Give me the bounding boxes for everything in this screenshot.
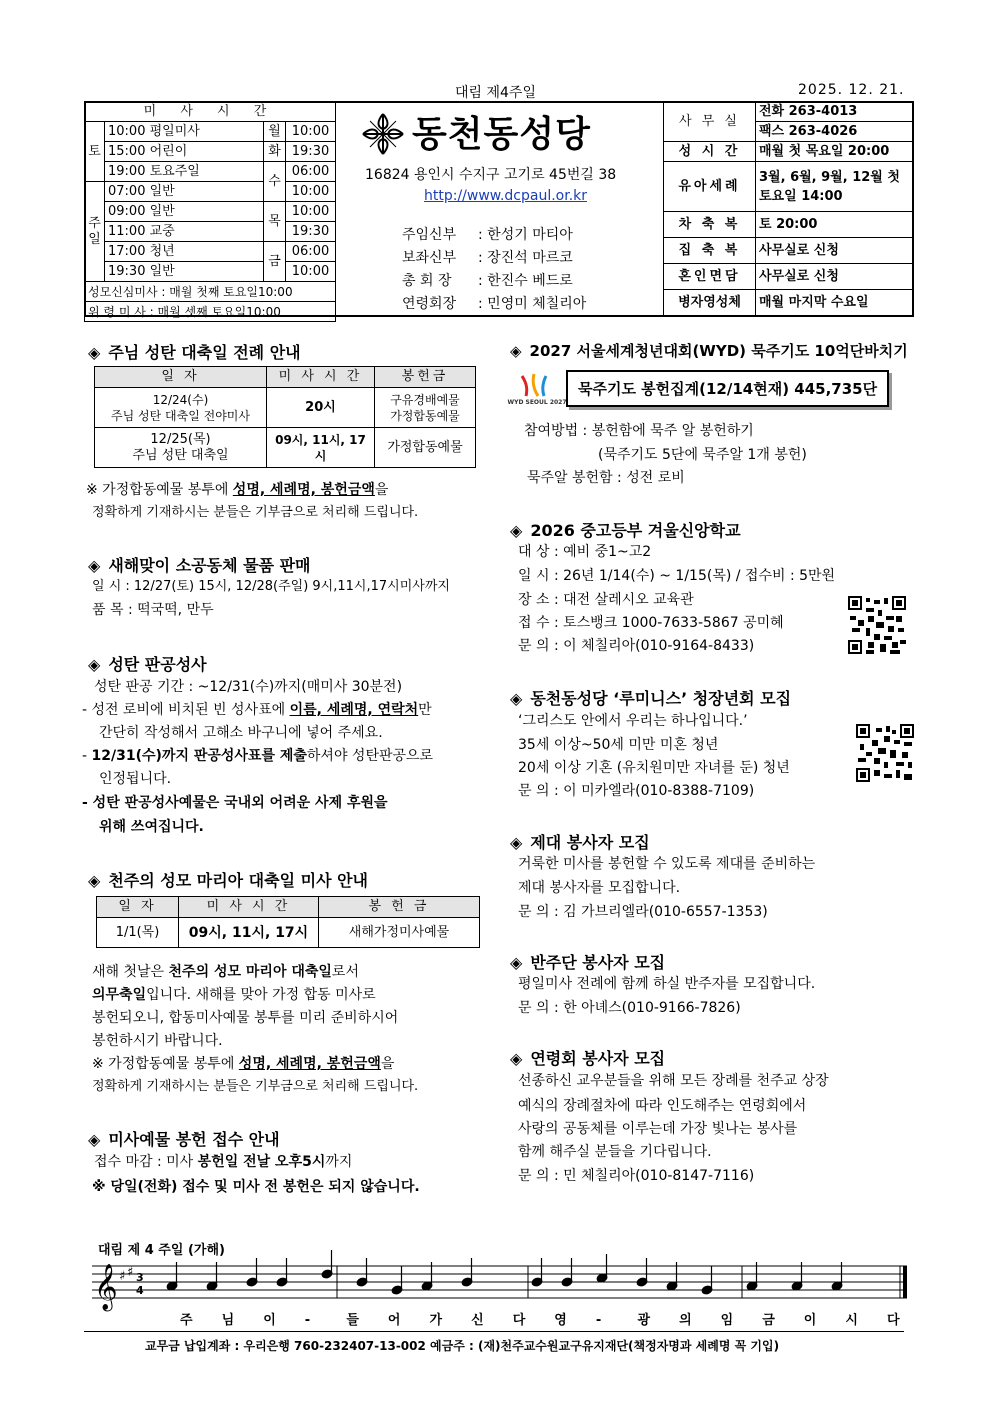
- hymn-title: 대림 제 4 주일 (가해): [98, 1243, 225, 1258]
- lyric-syllable: 임: [720, 1313, 734, 1328]
- winter-line-4: 접 수 : 토스뱅크 1000-7633-5867 공미혜: [518, 615, 784, 631]
- saturday-label: 토: [85, 122, 105, 182]
- wed-time-1: 06:00: [286, 162, 336, 182]
- offering-line-1: 접수 마감 : 미사 봉헌일 전날 오후5시까지: [94, 1154, 353, 1170]
- lyric-syllable: 시: [845, 1313, 858, 1328]
- winter-line-5: 문 의 : 이 체칠리아(010-9164-8433): [518, 638, 755, 654]
- mass-schedule-title: 미 사 시 간: [85, 102, 336, 122]
- funeral-line-5: 문 의 : 민 체칠리아(010-8147-7116): [518, 1168, 755, 1184]
- christmas-eve-cell: 12/24(수) 주님 성탄 대축일 전야미사: [95, 388, 267, 428]
- mass-schedule-table: [84, 101, 336, 322]
- funeral-line-1: 선종하신 교우분들을 위해 모든 장례를 천주교 상장: [518, 1073, 829, 1089]
- confession-line-3: 간단히 작성해서 고해소 바구니에 넣어 주세요.: [99, 725, 383, 741]
- confession-line-1: 성탄 판공 기간 : ~12/31(수)까지(매미사 30분전): [94, 679, 403, 695]
- mary-para-4: 봉헌하시기 바랍니다.: [92, 1033, 223, 1049]
- funeral-line-2: 예식의 장례절차에 따라 인도해주는 연령회에서: [518, 1098, 807, 1114]
- footer-divider: [84, 1331, 904, 1332]
- christmas-note: ※ 가정합동예물 봉투에 성명, 세례명, 봉헌금액을: [86, 482, 389, 498]
- lyric-syllable: -: [595, 1313, 602, 1328]
- office-row-label: 유아세례: [664, 162, 756, 212]
- col-header: 미 사 시 간: [267, 367, 375, 388]
- office-fax: 팩스 263-4026: [756, 122, 914, 142]
- staff-funeral-head: [402, 293, 586, 313]
- office-row-label: 혼인면담: [664, 264, 756, 290]
- lyric-syllable: 어: [387, 1313, 401, 1328]
- weekday-tue: 화: [264, 142, 286, 162]
- confession-line-6: - 성탄 판공성사예물은 국내외 어려운 사제 후원을: [82, 795, 388, 811]
- office-row-value: 매월 첫 목요일 20:00: [756, 142, 914, 162]
- band-line-2: 문 의 : 한 아녜스(010-9166-7826): [518, 1000, 741, 1016]
- qr-code-icon[interactable]: [848, 596, 906, 654]
- qr-code-icon[interactable]: [856, 724, 914, 782]
- christmas-day-time: 09시, 11시, 17시: [267, 428, 375, 468]
- band-title: ◈ 반주단 봉사자 모집: [510, 953, 666, 972]
- wyd-line-2: (묵주기도 5단에 묵주알 1개 봉헌): [598, 447, 807, 463]
- mary-para-3: 봉헌되오니, 합동미사예물 봉투를 미리 준비하시어: [92, 1010, 399, 1026]
- funeral-line-3: 사랑의 공동체를 이루는데 가장 빛나는 봉사를: [518, 1121, 798, 1137]
- lyric-syllable: 이: [803, 1313, 817, 1328]
- mary-date: 1/1(목): [97, 918, 179, 948]
- offering-title: ◈ 미사예물 봉헌 접수 안내: [88, 1130, 280, 1149]
- mass-row-8: 19:30 일반: [105, 262, 264, 282]
- christmas-note-2: 정확하게 기재하시는 분들은 기부금으로 처리해 드립니다.: [92, 505, 419, 520]
- altar-title: ◈ 제대 봉사자 모집: [510, 833, 650, 852]
- office-phone: 전화 263-4013: [756, 102, 914, 122]
- bulletin-date: 2025. 12. 21.: [798, 82, 905, 98]
- office-row-value: 토 20:00: [756, 212, 914, 238]
- winter-line-1: 대 상 : 예비 중1~고2: [518, 544, 652, 560]
- mass-row-7: 17:00 청년: [105, 242, 264, 262]
- col-header: 미 사 시 간: [179, 897, 319, 918]
- lyric-syllable: 가: [429, 1313, 443, 1328]
- office-row-value: 사무실로 신청: [756, 264, 914, 290]
- office-row-value: 매월 마지막 수요일: [756, 290, 914, 316]
- luminis-title: ◈ 동천동성당 ‘루미니스’ 청장년회 모집: [510, 689, 792, 708]
- mary-title: ◈ 천주의 성모 마리아 대축일 미사 안내: [88, 871, 369, 890]
- wed-time-2: 10:00: [286, 182, 336, 202]
- staff-label: 보좌신부: [402, 250, 457, 266]
- newyear-title: ◈ 새해맞이 소공동체 물품 판매: [88, 556, 311, 575]
- wyd-title: ◈ 2027 서울세계청년대회(WYD) 묵주기도 10억단바치기: [510, 342, 908, 360]
- staff-label: 연령회장: [402, 296, 457, 312]
- staff-president: [402, 270, 573, 290]
- offering-line-2: ※ 당일(전화) 접수 및 미사 전 봉헌은 되지 않습니다.: [92, 1179, 420, 1195]
- church-name: 동천동성당: [412, 114, 591, 155]
- christmas-title: ◈ 주님 성탄 대축일 전례 안내: [88, 343, 301, 362]
- confession-title: ◈ 성탄 판공성사: [88, 655, 207, 674]
- mass-row-4: 07:00 일반: [105, 182, 264, 202]
- mass-row-1: 10:00 평일미사: [105, 122, 264, 142]
- tue-time-1: 19:30: [286, 142, 336, 162]
- svg-text:3: 3: [136, 1271, 144, 1284]
- lyric-syllable: 이: [263, 1313, 276, 1328]
- wyd-rosary-count: 묵주기도 봉헌집계(12/14현재) 445,735단: [566, 370, 889, 407]
- winter-title: ◈ 2026 중고등부 겨울신앙학교: [510, 521, 741, 540]
- church-cross-logo-icon: [360, 111, 406, 157]
- confession-line-2: - 성전 로비에 비치된 빈 성사표에 이름, 세례명, 연락처만: [82, 702, 432, 718]
- office-info-table: [663, 101, 914, 316]
- staff-value: : 한성기 마티아: [478, 227, 573, 243]
- col-header: 일 자: [95, 367, 267, 388]
- liturgical-season: 대림 제4주일: [455, 85, 536, 101]
- confession-line-7: 위해 쓰여집니다.: [99, 819, 204, 835]
- staff-label: 주임신부: [402, 227, 457, 243]
- winter-line-3: 장 소 : 대전 살레시오 교육관: [518, 592, 694, 608]
- wyd-line-3: 묵주알 봉헌함 : 성전 로비: [527, 470, 685, 486]
- altar-line-3: 문 의 : 김 가브리엘라(010-6557-1353): [518, 904, 768, 920]
- staff-label: 총 회 장: [402, 273, 452, 289]
- mary-para-1: 새해 첫날은 천주의 성모 마리아 대축일로서: [92, 964, 359, 980]
- sunday-label: 주일: [85, 182, 105, 282]
- col-header: 일 자: [97, 897, 179, 918]
- lyric-syllable: 다: [887, 1313, 900, 1328]
- office-row-value: 3월, 6월, 9월, 12월 첫 토요일 14:00: [756, 162, 914, 212]
- office-row-label: 병자영성체: [664, 290, 756, 316]
- office-row-label: 성 시 간: [664, 142, 756, 162]
- funeral-title: ◈ 연령회 봉사자 모집: [510, 1049, 666, 1068]
- sharp-icon: ♯: [127, 1265, 134, 1280]
- mass-row-5: 09:00 일반: [105, 202, 264, 222]
- lyric-syllable: 주: [180, 1313, 193, 1328]
- confession-line-4: - 12/31(수)까지 판공성사표를 제출하셔야 성탄판공으로: [82, 748, 434, 764]
- requiem-mass-note: 위 령 미 사 : 매월 셋째 토요일10:00: [85, 302, 336, 322]
- confession-line-5: 인정됩니다.: [99, 771, 172, 787]
- mary-time: 09시, 11시, 17시: [179, 918, 319, 948]
- homepage-link[interactable]: http://www.dcpaul.or.kr: [424, 188, 588, 204]
- mary-table: [96, 896, 480, 948]
- lyric-syllable: 들: [346, 1313, 359, 1328]
- band-line-1: 평일미사 전례에 함께 하실 반주자를 모집합니다.: [518, 976, 816, 992]
- lyric-syllable: 광: [637, 1313, 651, 1328]
- mary-note-2: 정확하게 기재하시는 분들은 기부금으로 처리해 드립니다.: [92, 1079, 419, 1094]
- funeral-line-4: 함께 해주실 분들을 기다립니다.: [518, 1144, 712, 1160]
- staff-assistant: [402, 247, 573, 267]
- mass-row-3: 19:00 토요주일: [105, 162, 264, 182]
- altar-line-2: 제대 봉사자를 모집합니다.: [518, 880, 681, 896]
- mary-offering: 새해가정미사예물: [319, 918, 480, 948]
- thu-time-2: 19:30: [286, 222, 336, 242]
- lyric-syllable: 님: [221, 1313, 235, 1328]
- luminis-line-3: 20세 이상 기혼 (유치원미만 자녀를 둔) 청년: [518, 760, 790, 776]
- treble-clef-icon: 𝄞: [94, 1264, 118, 1310]
- col-header: 봉헌금: [375, 367, 476, 388]
- mon-time-1: 10:00: [286, 122, 336, 142]
- office-row-value: 사무실로 신청: [756, 238, 914, 264]
- wyd-logo-icon: [507, 368, 567, 410]
- lyric-syllable: 의: [679, 1313, 692, 1328]
- winter-line-2: 일 시 : 26년 1/14(수) ~ 1/15(목) / 접수비 : 5만원: [518, 568, 836, 584]
- office-row-label: 집 축 복: [664, 238, 756, 264]
- staff-value: : 한진수 베드로: [478, 273, 573, 289]
- weekday-wed: 수: [264, 162, 286, 202]
- luminis-line-4: 문 의 : 이 미카엘라(010-8388-7109): [518, 783, 755, 799]
- mary-note: ※ 가정합동예물 봉투에 성명, 세례명, 봉헌금액을: [92, 1056, 395, 1072]
- mass-row-2: 15:00 어린이: [105, 142, 264, 162]
- newyear-line-1: 일 시 : 12/27(토) 15시, 12/28(주일) 9시,11시,17시미사까지: [92, 579, 450, 594]
- thu-time-1: 10:00: [286, 202, 336, 222]
- luminis-line-2: 35세 이상~50세 미만 미혼 청년: [518, 737, 719, 753]
- christmas-eve-offering: 구유경배예물 가정합동예물: [375, 388, 476, 428]
- office-label: 사 무 실: [664, 102, 756, 142]
- wyd-line-1: 참여방법 : 봉헌함에 묵주 알 봉헌하기: [524, 423, 754, 439]
- lyric-syllable: 영: [554, 1313, 567, 1328]
- fri-time-2: 10:00: [286, 262, 336, 282]
- newyear-line-2: 품 목 : 떡국떡, 만두: [92, 602, 214, 618]
- fri-time-1: 06:00: [286, 242, 336, 262]
- staff-value: : 장진석 마르코: [478, 250, 573, 266]
- footer-account: 교무금 납입계좌 : 우리은행 760-232407-13-002 예금주 : (재)천주교수원교구유지재단(책정자명과 세례명 꼭 기입): [145, 1339, 780, 1353]
- marian-mass-note: 성모신심미사 : 매월 첫째 토요일10:00: [85, 282, 336, 302]
- staff-pastor: [402, 224, 573, 244]
- sharp-icon: ♯: [119, 1269, 126, 1284]
- weekday-thu: 목: [264, 202, 286, 242]
- weekday-mon: 월: [264, 122, 286, 142]
- lyric-syllable: 금: [762, 1313, 775, 1328]
- mary-para-2: 의무축일입니다. 새해를 맞아 가정 합동 미사로: [92, 987, 376, 1003]
- col-header: 봉 헌 금: [319, 897, 480, 918]
- christmas-day-cell: 12/25(목) 주님 성탄 대축일: [95, 428, 267, 468]
- lyric-syllable: 다: [512, 1313, 526, 1328]
- lyric-syllable: -: [304, 1313, 311, 1328]
- mass-row-6: 11:00 교중: [105, 222, 264, 242]
- lyric-syllable: 신: [471, 1313, 484, 1328]
- luminis-line-1: ‘그리스도 안에서 우리는 하나입니다.’: [518, 713, 748, 729]
- hymn-music-staff: [92, 1236, 907, 1334]
- christmas-table: [94, 366, 476, 468]
- christmas-day-offering: 가정합동예물: [375, 428, 476, 468]
- office-row-label: 차 축 복: [664, 212, 756, 238]
- staff-value: : 민영미 체칠리아: [478, 296, 587, 312]
- svg-text:4: 4: [136, 1284, 144, 1297]
- wyd-logo-text: WYD SEOUL 2027: [507, 399, 567, 406]
- church-address: 16824 용인시 수지구 고기로 45번길 38: [365, 167, 617, 183]
- altar-line-1: 거룩한 미사를 봉헌할 수 있도록 제대를 준비하는: [518, 856, 816, 872]
- christmas-eve-time: 20시: [267, 388, 375, 428]
- weekday-fri: 금: [264, 242, 286, 282]
